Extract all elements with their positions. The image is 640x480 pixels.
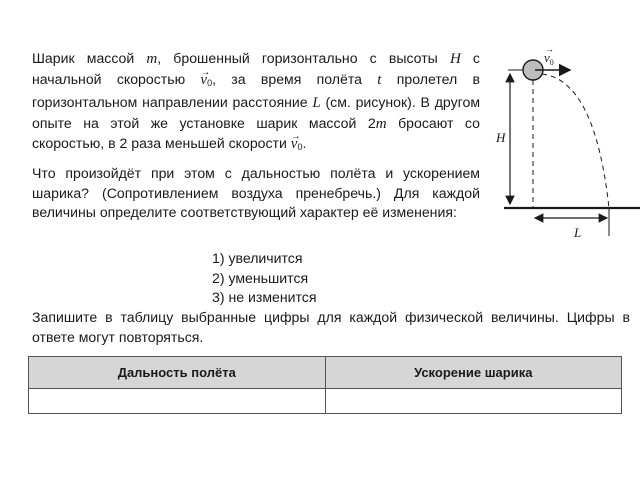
text-segment: , за время полёта bbox=[212, 70, 378, 87]
text-segment: , брошенный горизонтально с высоты bbox=[157, 50, 450, 66]
height-label: H bbox=[496, 130, 506, 145]
velocity-subscript: 0 bbox=[207, 77, 213, 88]
text-segment: пролетел в горизонтальном направлении расстояние bbox=[32, 70, 480, 111]
problem-statement bbox=[32, 49, 480, 223]
trajectory-figure bbox=[490, 40, 640, 250]
text-segment: . bbox=[302, 135, 307, 152]
answer-options bbox=[212, 249, 316, 308]
option-no-change: 3) не изменится bbox=[212, 289, 317, 306]
distance-symbol: L bbox=[312, 95, 321, 112]
velocity-vector-symbol: → v bbox=[200, 72, 207, 88]
text-segment: (см. рисунок). В другом опыте на этой же установке шарик массой 2 bbox=[32, 94, 481, 131]
table-answer-row[interactable] bbox=[29, 389, 622, 414]
answer-cell-flight-range[interactable] bbox=[29, 389, 326, 414]
time-symbol: t bbox=[377, 71, 382, 88]
header-acceleration: Ускорение шарика bbox=[325, 357, 622, 389]
mass-symbol: m bbox=[146, 51, 158, 67]
problem-paragraph-1 bbox=[32, 49, 480, 158]
height-symbol: H bbox=[449, 51, 461, 67]
option-increase: 1) увеличится bbox=[212, 250, 303, 266]
problem-paragraph-2: Что произойдёт при этом с дальностью полёта и ускорением шарика? (Сопротивлением воздуха пренебречь.) Для каждой величины определите соответствующий характер её изменения: bbox=[32, 164, 480, 221]
answer-cell-acceleration[interactable] bbox=[325, 389, 622, 414]
table-header-row bbox=[29, 357, 622, 389]
text-segment: с начальной скоростью bbox=[32, 50, 480, 87]
text-segment: Шарик массой bbox=[32, 50, 147, 66]
mass-symbol: m bbox=[375, 115, 387, 132]
instruction-paragraph: Запишите в таблицу выбранные цифры для каждой физической величины. Цифры в ответе могут повторяться. bbox=[32, 309, 630, 345]
trajectory-curve bbox=[542, 74, 609, 208]
velocity-label-arrow: → bbox=[545, 44, 554, 54]
velocity-subscript: 0 bbox=[297, 142, 303, 153]
header-flight-range: Дальность полёта bbox=[29, 357, 326, 389]
distance-label: L bbox=[574, 225, 582, 240]
instruction-text bbox=[32, 308, 630, 347]
text-segment: бросают со скоростью, в 2 раза меньшей скорости bbox=[32, 114, 480, 152]
velocity-vector-symbol: → v bbox=[291, 136, 298, 152]
option-decrease: 2) уменьшится bbox=[212, 269, 309, 286]
answer-table bbox=[28, 356, 622, 414]
velocity-label: $v_0$ bbox=[544, 50, 554, 67]
